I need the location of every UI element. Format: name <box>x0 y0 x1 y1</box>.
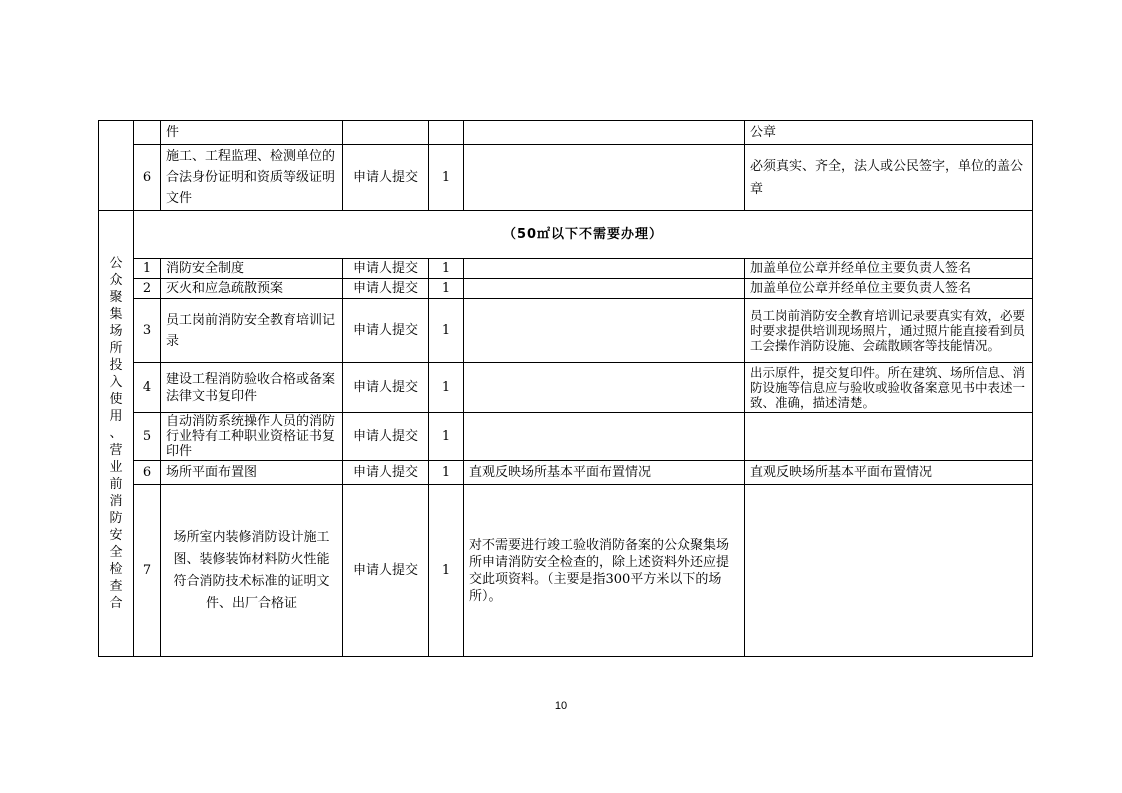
note: 员工岗前消防安全教育培训记录要真实有效，必要时要求提供培训现场照片，通过照片能直接看到员工会操作消防设施、会疏散顾客等技能情况。 <box>745 299 1033 363</box>
note: 公章 <box>745 121 1033 145</box>
row-number: 7 <box>134 485 161 657</box>
item-name: 灭火和应急疏散预案 <box>161 279 343 299</box>
table-row <box>99 299 1033 363</box>
submitter: 申请人提交 <box>343 259 429 279</box>
description <box>464 413 745 461</box>
note <box>745 485 1033 657</box>
table-row <box>99 145 1033 211</box>
quantity: 1 <box>429 299 464 363</box>
description <box>464 121 745 145</box>
table-row <box>99 279 1033 299</box>
item-name: 场所平面布置图 <box>161 461 343 485</box>
banner-row <box>99 211 1033 259</box>
submitter <box>343 121 429 145</box>
item-name: 建设工程消防验收合格或备案法律文书复印件 <box>161 363 343 413</box>
description <box>464 259 745 279</box>
page-number: 10 <box>554 700 568 712</box>
item-name: 件 <box>161 121 343 145</box>
note: 出示原件，提交复印件。所在建筑、场所信息、消防设施等信息应与验收或验收备案意见书中表述一致、准确，描述清楚。 <box>745 363 1033 413</box>
submitter: 申请人提交 <box>343 299 429 363</box>
table-row <box>99 363 1033 413</box>
row-number: 4 <box>134 363 161 413</box>
row-number: 6 <box>134 145 161 211</box>
quantity: 1 <box>429 259 464 279</box>
note: 必须真实、齐全，法人或公民签字，单位的盖公章 <box>745 145 1033 211</box>
quantity: 1 <box>429 145 464 211</box>
description <box>464 279 745 299</box>
row-number: 3 <box>134 299 161 363</box>
submitter: 申请人提交 <box>343 413 429 461</box>
quantity: 1 <box>429 363 464 413</box>
quantity: 1 <box>429 413 464 461</box>
note <box>745 413 1033 461</box>
description: 直观反映场所基本平面布置情况 <box>464 461 745 485</box>
table-row <box>99 259 1033 279</box>
table-row <box>99 413 1033 461</box>
description <box>464 363 745 413</box>
table-row <box>99 121 1033 145</box>
submitter: 申请人提交 <box>343 363 429 413</box>
table-row <box>99 461 1033 485</box>
section-label-prev <box>99 121 134 211</box>
description <box>464 145 745 211</box>
section-label: 公 众 聚 集 场 所 投 入 使 用 、 营 业 前 消 防 安 全 检 查 合 <box>99 211 134 657</box>
row-number: 6 <box>134 461 161 485</box>
item-name: 场所室内装修消防设计施工图、装修装饰材料防火性能符合消防技术标准的证明文件、出厂合格证 <box>161 485 343 657</box>
quantity: 1 <box>429 485 464 657</box>
item-name: 自动消防系统操作人员的消防行业特有工种职业资格证书复印件 <box>161 413 343 461</box>
item-name: 施工、工程监理、检测单位的合法身份证明和资质等级证明文件 <box>161 145 343 211</box>
submitter: 申请人提交 <box>343 485 429 657</box>
submitter: 申请人提交 <box>343 461 429 485</box>
quantity: 1 <box>429 279 464 299</box>
requirements-table <box>98 120 1033 657</box>
description <box>464 299 745 363</box>
quantity: 1 <box>429 461 464 485</box>
submitter: 申请人提交 <box>343 145 429 211</box>
quantity <box>429 121 464 145</box>
row-number: 5 <box>134 413 161 461</box>
item-name: 员工岗前消防安全教育培训记录 <box>161 299 343 363</box>
note: 加盖单位公章并经单位主要负责人签名 <box>745 259 1033 279</box>
row-number: 1 <box>134 259 161 279</box>
row-number: 2 <box>134 279 161 299</box>
table-row <box>99 485 1033 657</box>
note: 加盖单位公章并经单位主要负责人签名 <box>745 279 1033 299</box>
description: 对不需要进行竣工验收消防备案的公众聚集场所申请消防安全检查的，除上述资料外还应提交此项资料。（主要是指300平方米以下的场所）。 <box>464 485 745 657</box>
note: 直观反映场所基本平面布置情况 <box>745 461 1033 485</box>
row-number <box>134 121 161 145</box>
item-name: 消防安全制度 <box>161 259 343 279</box>
section-banner: （50㎡以下不需要办理） <box>134 211 1033 259</box>
submitter: 申请人提交 <box>343 279 429 299</box>
